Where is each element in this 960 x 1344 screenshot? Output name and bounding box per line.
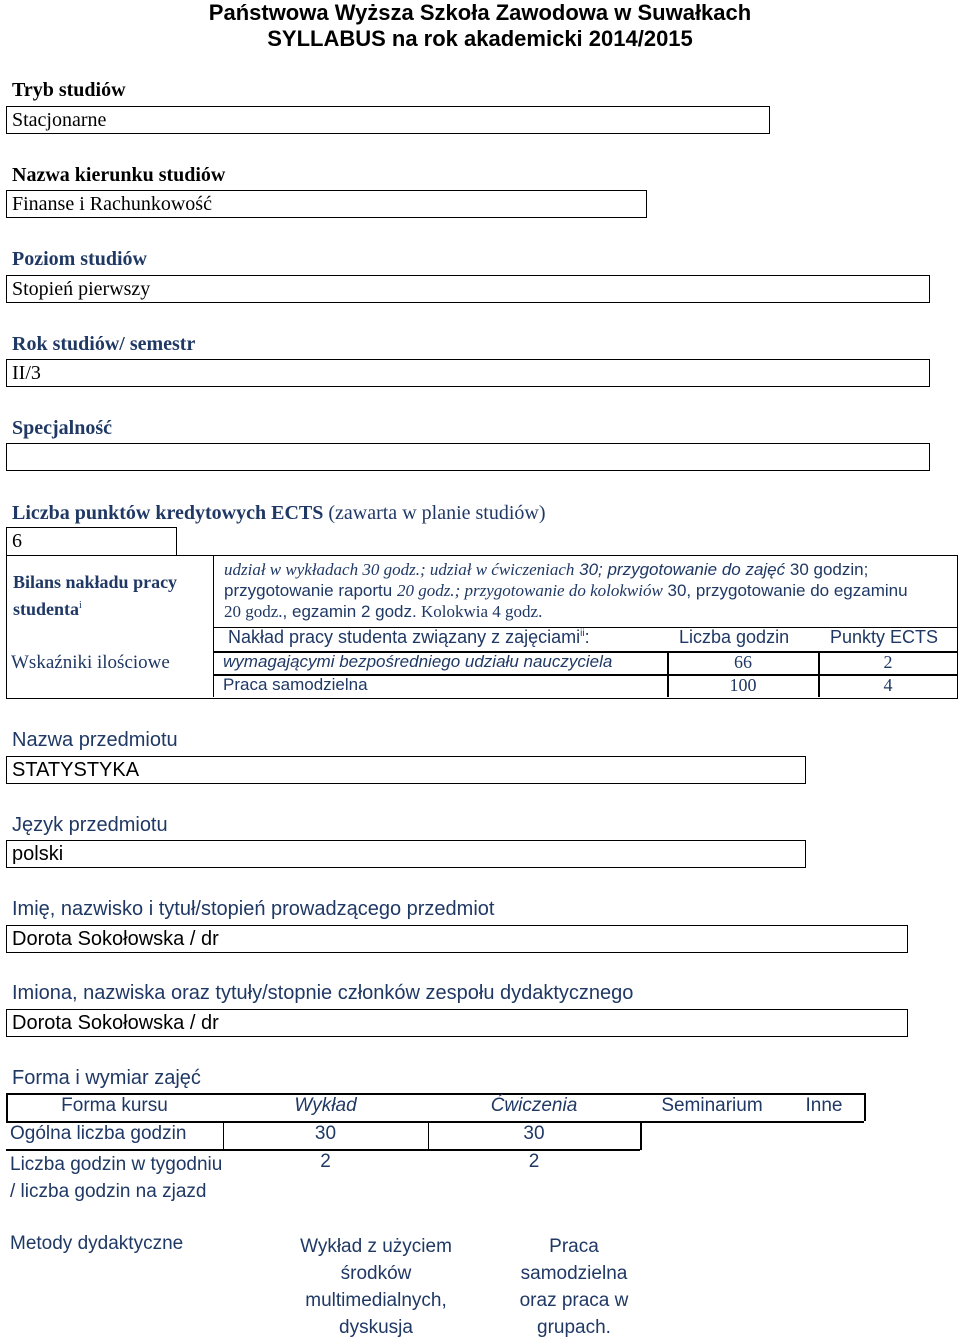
forma-row-3-wyklad: Wykład z użyciem środków multimedialnych, dyskusja bbox=[300, 1236, 452, 1338]
bilans-p9: 20 godz. bbox=[224, 602, 283, 621]
ects-label-note: (zawarta w planie studiów) bbox=[328, 502, 546, 524]
workload-bilans-label bbox=[13, 570, 209, 621]
bilans-p11: 2 godz. bbox=[356, 602, 417, 621]
forma-row-3-cwiczenia: Praca samodzielna oraz praca w grupach. bbox=[519, 1236, 629, 1338]
school-name: Państwowa Wyższa Szkoła Zawodowa w Suwałkach bbox=[208, 0, 752, 25]
field-label-poziom: Poziom studiów bbox=[12, 248, 147, 270]
syllabus-title: SYLLABUS na rok akademicki 2014/2015 bbox=[267, 26, 693, 51]
field-value-rok: II/3 bbox=[6, 359, 930, 387]
bilans-p10: , egzamin bbox=[282, 602, 357, 621]
forma-header-0: Forma kursu bbox=[61, 1095, 168, 1116]
forma-row-1-label: Ogólna liczba godzin bbox=[10, 1123, 187, 1144]
workload-row-1-ects: 2 bbox=[883, 652, 893, 672]
bilans-sup: i bbox=[79, 600, 82, 611]
subject-label-prowadzacy: Imię, nazwisko i tytuł/stopień prowadzącego przedmiot bbox=[12, 898, 495, 920]
field-label-rok: Rok studiów/ semestr bbox=[12, 333, 196, 355]
bilans-p7: ; przygotowanie do kolokwiów bbox=[454, 581, 663, 600]
workload-row-1-name: wymagającymi bezpośredniego udziału nauczyciela bbox=[223, 652, 613, 671]
subject-value-nazwa: STATYSTYKA bbox=[6, 756, 806, 784]
ects-value: 6 bbox=[6, 527, 177, 555]
forma-header-1: Wykład bbox=[294, 1095, 357, 1116]
workload-header-sup: ii bbox=[580, 628, 585, 639]
subject-label-nazwa: Nazwa przedmiotu bbox=[12, 729, 178, 751]
workload-header-col1 bbox=[228, 627, 590, 648]
subject-label-zespol: Imiona, nazwiska oraz tytuły/stopnie członków zespołu dydaktycznego bbox=[12, 982, 634, 1004]
bilans-p1: udział w wykładach bbox=[224, 560, 359, 579]
workload-table bbox=[213, 627, 957, 697]
forma-table bbox=[6, 1093, 864, 1344]
field-value-tryb: Stacjonarne bbox=[6, 106, 770, 134]
bilans-p12: Kolokwia bbox=[416, 602, 489, 621]
workload-wskazniki-label: Wskaźniki ilościowe bbox=[11, 652, 170, 673]
field-value-specjalnosc bbox=[6, 443, 930, 471]
subject-value-zespol: Dorota Sokołowska / dr bbox=[6, 1009, 908, 1037]
forma-header-3: Seminarium bbox=[661, 1095, 763, 1116]
forma-row-1-wyklad: 30 bbox=[314, 1123, 337, 1144]
forma-row-2-cwiczenia: 2 bbox=[528, 1151, 540, 1172]
forma-header-4: Inne bbox=[805, 1095, 843, 1116]
workload-header-col3: Punkty ECTS bbox=[830, 627, 939, 647]
ects-label-bold: Liczba punktów kredytowych ECTS bbox=[12, 502, 324, 524]
subject-value-prowadzacy: Dorota Sokołowska / dr bbox=[6, 925, 908, 953]
bilans-label-text: Bilans nakładu pracy studenta bbox=[13, 572, 178, 619]
workload-row-2-hours: 100 bbox=[729, 675, 757, 695]
workload-header-col1-suffix: : bbox=[584, 627, 590, 647]
field-value-poziom: Stopień pierwszy bbox=[6, 275, 930, 303]
subject-value-jezyk: polski bbox=[6, 840, 806, 868]
bilans-text bbox=[224, 559, 924, 622]
field-value-kierunek: Finanse i Rachunkowość bbox=[6, 190, 647, 218]
field-label-tryb: Tryb studiów bbox=[12, 79, 126, 101]
bilans-p3: ; udział w ćwiczeniach bbox=[419, 560, 575, 579]
workload-header-col2: Liczba godzin bbox=[679, 627, 790, 647]
forma-header-2: Ćwiczenia bbox=[490, 1095, 578, 1116]
bilans-p13: 4 godz. bbox=[488, 602, 543, 621]
workload-row-1-hours: 66 bbox=[734, 652, 752, 672]
forma-label: Forma i wymiar zajęć bbox=[12, 1067, 201, 1089]
field-label-specjalnosc: Specjalność bbox=[12, 417, 112, 439]
forma-row-1-cwiczenia: 30 bbox=[523, 1123, 545, 1144]
bilans-p8: 30, przygotowanie do egzaminu bbox=[662, 581, 908, 600]
forma-row-3-label: Metody dydaktyczne bbox=[10, 1233, 184, 1254]
forma-row-2-label: Liczba godzin w tygodniu / liczba godzin na zjazd bbox=[10, 1154, 223, 1202]
ects-label bbox=[12, 502, 546, 525]
bilans-p4: 30; przygotowanie do zajęć bbox=[574, 560, 786, 579]
forma-row-2-wyklad: 2 bbox=[320, 1151, 331, 1172]
bilans-p2: 30 godz. bbox=[358, 560, 420, 579]
field-label-kierunek: Nazwa kierunku studiów bbox=[12, 164, 226, 186]
subject-label-jezyk: Język przedmiotu bbox=[12, 814, 168, 836]
bilans-p5: 30 godzin; przygotowanie raportu bbox=[224, 560, 869, 600]
workload-block bbox=[6, 555, 958, 699]
workload-header-col1-text: Nakład pracy studenta związany z zajęciami bbox=[228, 627, 581, 647]
workload-row-2-ects: 4 bbox=[883, 675, 893, 695]
workload-row-2-name: Praca samodzielna bbox=[223, 675, 368, 694]
bilans-p6: 20 godz. bbox=[396, 581, 455, 600]
